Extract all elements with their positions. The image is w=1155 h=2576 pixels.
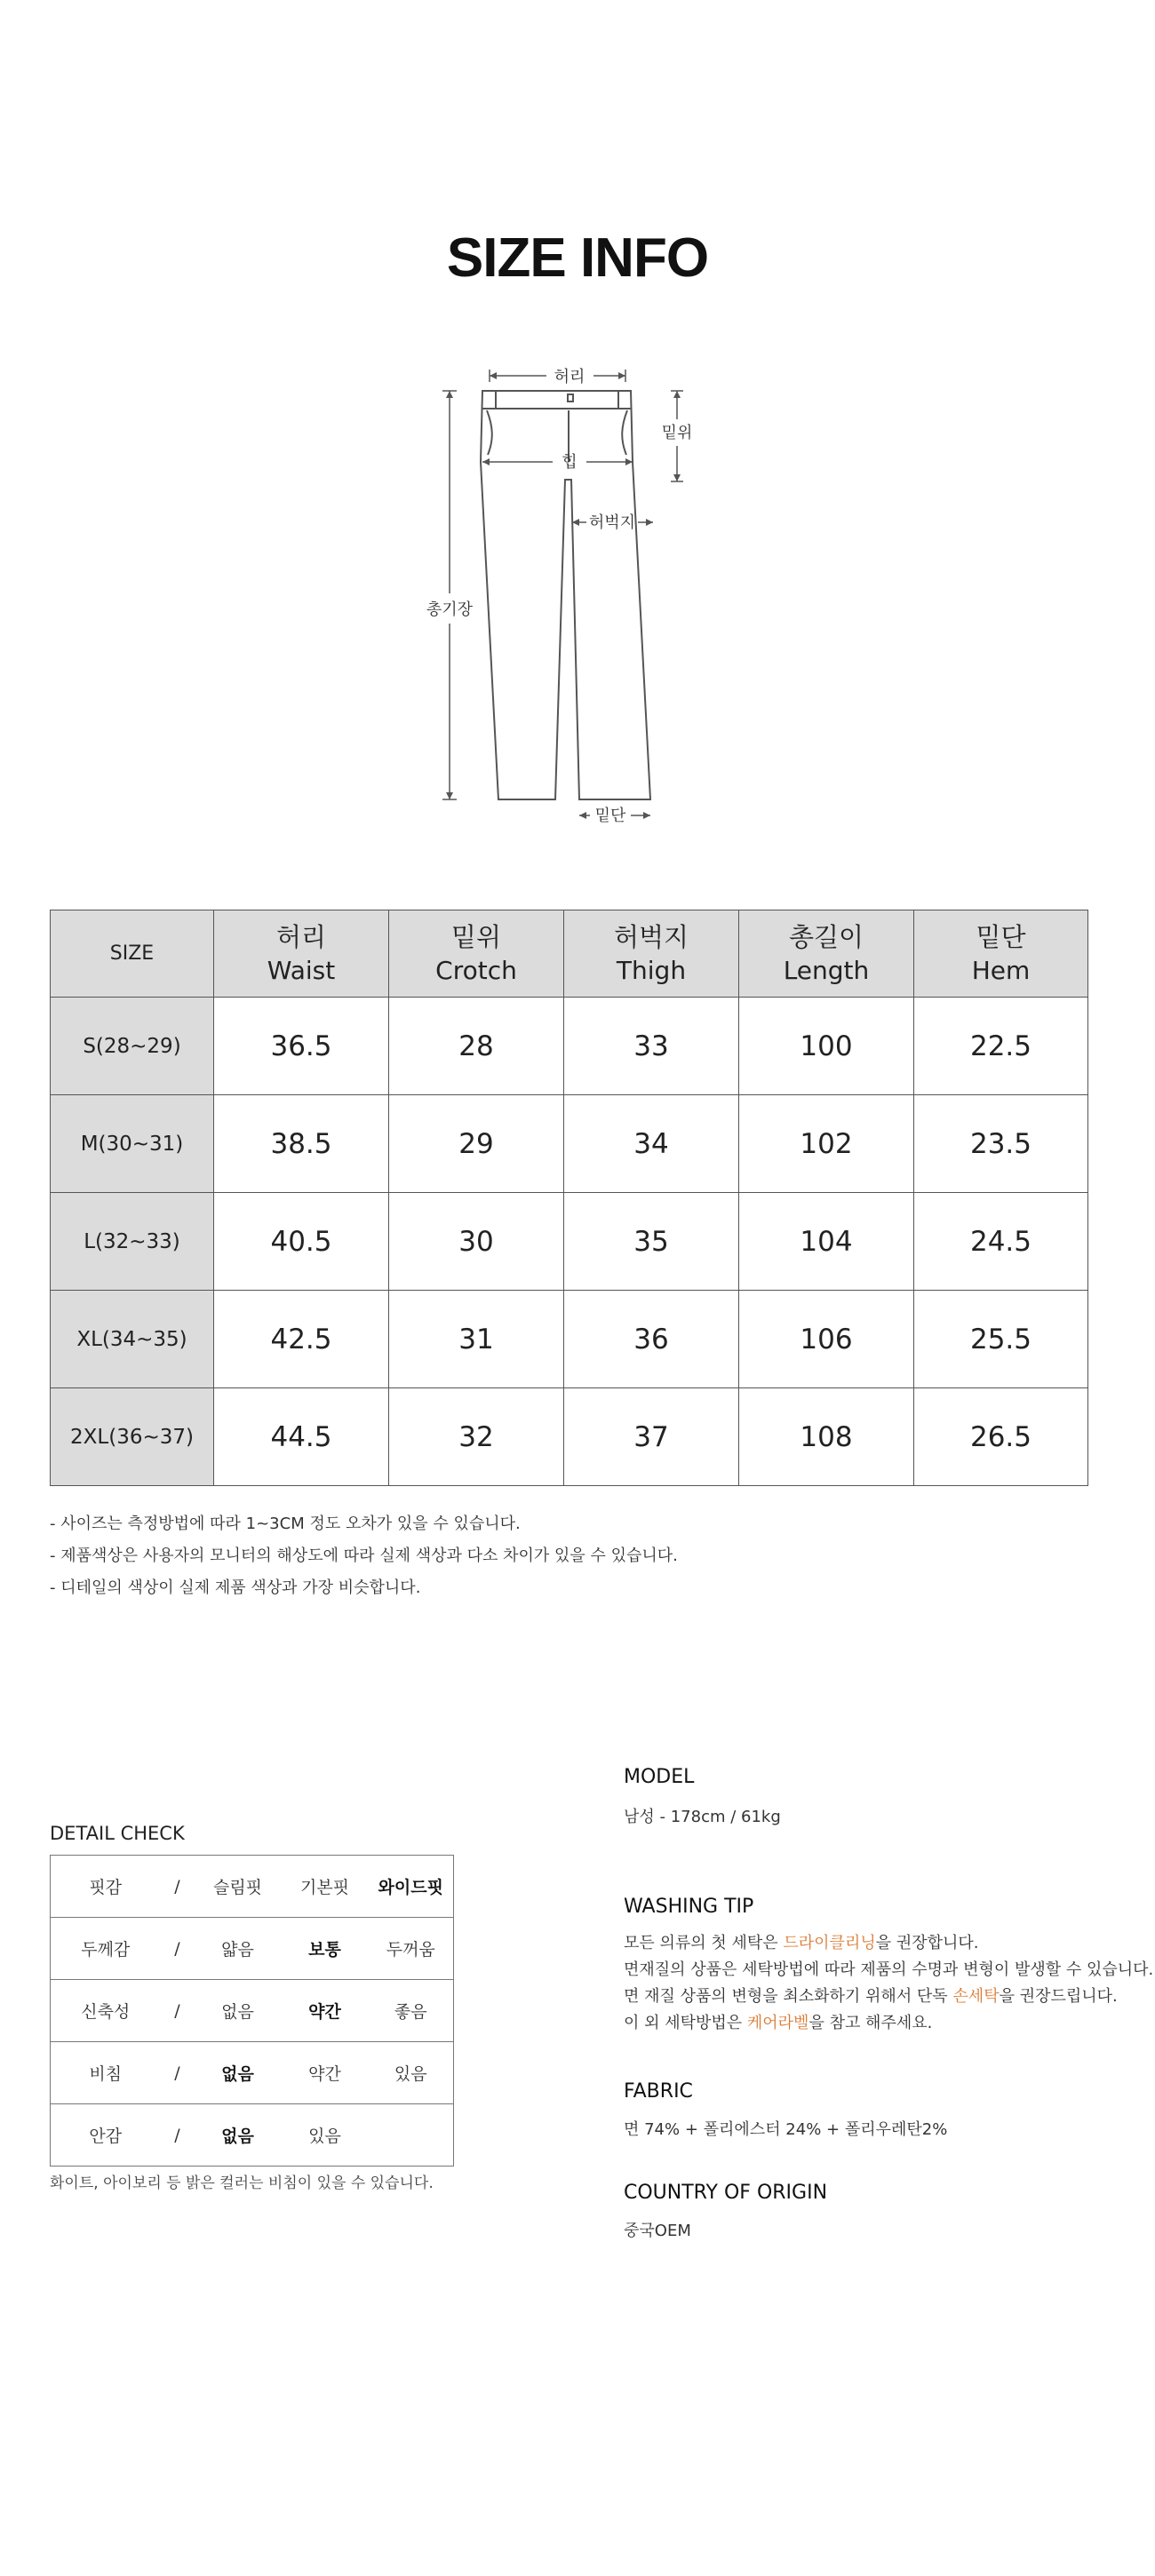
table-row	[51, 1095, 1088, 1193]
table-cell: 31	[389, 1291, 564, 1388]
detail-label: 핏감	[51, 1856, 161, 1918]
washing-tip-section	[624, 1896, 1153, 2037]
detail-option: 좋음	[369, 1980, 454, 2042]
origin-title: COUNTRY OF ORIGIN	[624, 2182, 828, 2204]
fabric-section	[624, 2080, 947, 2143]
note-line: - 디테일의 색상이 실제 제품 색상과 가장 비슷합니다.	[50, 1578, 421, 1597]
table-cell: 29	[389, 1095, 564, 1193]
detail-row	[51, 2042, 454, 2104]
size-cell: 2XL(36~37)	[51, 1388, 214, 1486]
detail-row	[51, 1980, 454, 2042]
washing-tip-title: WASHING TIP	[624, 1896, 754, 1918]
crotch-column-header: 밑위 Crotch	[389, 910, 564, 998]
table-row	[51, 1193, 1088, 1291]
table-cell: 30	[389, 1193, 564, 1291]
table-row	[51, 998, 1088, 1095]
size-table-header	[51, 910, 1088, 998]
detail-separator: /	[161, 1856, 195, 1918]
table-cell: 34	[564, 1095, 739, 1193]
detail-option: 약간	[282, 1980, 369, 2042]
detail-option: 없음	[195, 2104, 282, 2167]
table-cell: 36.5	[214, 998, 389, 1095]
note-line: - 제품색상은 사용자의 모니터의 해상도에 따라 실제 색상과 다소 차이가 있을 수 있습니다.	[50, 1546, 678, 1565]
detail-row	[51, 2104, 454, 2167]
detail-check-note: 화이트, 아이보리 등 밝은 컬러는 비침이 있을 수 있습니다.	[50, 2174, 434, 2192]
table-cell: 37	[564, 1388, 739, 1486]
hem-column-header: 밑단 Hem	[914, 910, 1088, 998]
size-cell: M(30~31)	[51, 1095, 214, 1193]
pants-measurement-diagram	[0, 0, 1155, 853]
origin-text: 중국OEM	[624, 2222, 691, 2240]
table-cell: 108	[739, 1388, 914, 1486]
table-cell: 104	[739, 1193, 914, 1291]
table-cell: 22.5	[914, 998, 1088, 1095]
origin-section	[624, 2182, 827, 2245]
note-line: - 사이즈는 측정방법에 따라 1~3CM 정도 오차가 있을 수 있습니다.	[50, 1515, 521, 1533]
detail-row	[51, 1856, 454, 1918]
thigh-column-header: 허벅지 Thigh	[564, 910, 739, 998]
table-cell: 102	[739, 1095, 914, 1193]
detail-label: 두께감	[51, 1918, 161, 1980]
detail-option: 보통	[282, 1918, 369, 1980]
detail-option: 얇음	[195, 1918, 282, 1980]
table-row	[51, 1291, 1088, 1388]
detail-option: 없음	[195, 1980, 282, 2042]
waist-column-header: 허리 Waist	[214, 910, 389, 998]
highlight-text: 드라이클리닝	[783, 1934, 876, 1952]
detail-option: 슬림핏	[195, 1856, 282, 1918]
detail-label: 비침	[51, 2042, 161, 2104]
detail-option: 약간	[282, 2042, 369, 2104]
detail-separator: /	[161, 1918, 195, 1980]
length-column-header: 총길이 Length	[739, 910, 914, 998]
detail-separator: /	[161, 2042, 195, 2104]
hem-label: 밑단	[594, 807, 626, 825]
crotch-label: 밑위	[661, 424, 693, 442]
size-column-header: SIZE	[51, 910, 214, 998]
page-title: SIZE INFO	[446, 227, 709, 289]
model-text: 남성 - 178cm / 61kg	[624, 1808, 781, 1826]
detail-row	[51, 1918, 454, 1980]
table-cell: 38.5	[214, 1095, 389, 1193]
table-cell: 24.5	[914, 1193, 1088, 1291]
table-cell: 32	[389, 1388, 564, 1486]
detail-option: 있음	[369, 2042, 454, 2104]
table-cell: 44.5	[214, 1388, 389, 1486]
washing-line: 면 재질 상품의 변형을 최소화하기 위해서 단독 손세탁을 권장드립니다.	[624, 1987, 1118, 2006]
detail-option: 두꺼움	[369, 1918, 454, 1980]
detail-option: 기본핏	[282, 1856, 369, 1918]
detail-separator: /	[161, 2104, 195, 2167]
model-title: MODEL	[624, 1766, 695, 1788]
thigh-label: 허벅지	[588, 513, 636, 532]
table-cell: 42.5	[214, 1291, 389, 1388]
detail-label: 안감	[51, 2104, 161, 2167]
waist-label: 허리	[554, 368, 585, 386]
total-length-label: 총기장	[426, 600, 474, 619]
size-cell: S(28~29)	[51, 998, 214, 1095]
fabric-text: 면 74% + 폴리에스터 24% + 폴리우레탄2%	[624, 2120, 948, 2139]
detail-option: 있음	[282, 2104, 369, 2167]
washing-line: 모든 의류의 첫 세탁은 드라이클리닝을 권장합니다.	[624, 1934, 979, 1952]
table-row	[51, 1388, 1088, 1486]
detail-option: 와이드핏	[369, 1856, 454, 1918]
washing-line: 이 외 세탁방법은 케어라벨을 참고 해주세요.	[624, 2014, 933, 2032]
detail-check-table	[50, 1855, 454, 2167]
table-cell: 40.5	[214, 1193, 389, 1291]
table-cell: 35	[564, 1193, 739, 1291]
size-table	[50, 910, 1088, 1486]
washing-line: 면재질의 상품은 세탁방법에 따라 제품의 수명과 변형이 발생할 수 있습니다.	[624, 1960, 1154, 1979]
table-cell: 33	[564, 998, 739, 1095]
highlight-text: 손세탁	[952, 1987, 1000, 2006]
size-notes	[50, 1508, 678, 1604]
table-cell: 36	[564, 1291, 739, 1388]
table-cell: 26.5	[914, 1388, 1088, 1486]
table-cell: 28	[389, 998, 564, 1095]
fabric-title: FABRIC	[624, 2080, 693, 2103]
table-cell: 106	[739, 1291, 914, 1388]
hip-label: 힙	[562, 453, 578, 472]
table-cell: 25.5	[914, 1291, 1088, 1388]
table-cell: 100	[739, 998, 914, 1095]
detail-option: 없음	[195, 2042, 282, 2104]
table-cell: 23.5	[914, 1095, 1088, 1193]
detail-option	[369, 2104, 454, 2167]
highlight-text: 케어라벨	[746, 2014, 809, 2032]
size-cell: L(32~33)	[51, 1193, 214, 1291]
detail-separator: /	[161, 1980, 195, 2042]
detail-check-title: DETAIL CHECK	[50, 1823, 185, 1844]
size-cell: XL(34~35)	[51, 1291, 214, 1388]
detail-label: 신축성	[51, 1980, 161, 2042]
model-section	[624, 1766, 781, 1831]
